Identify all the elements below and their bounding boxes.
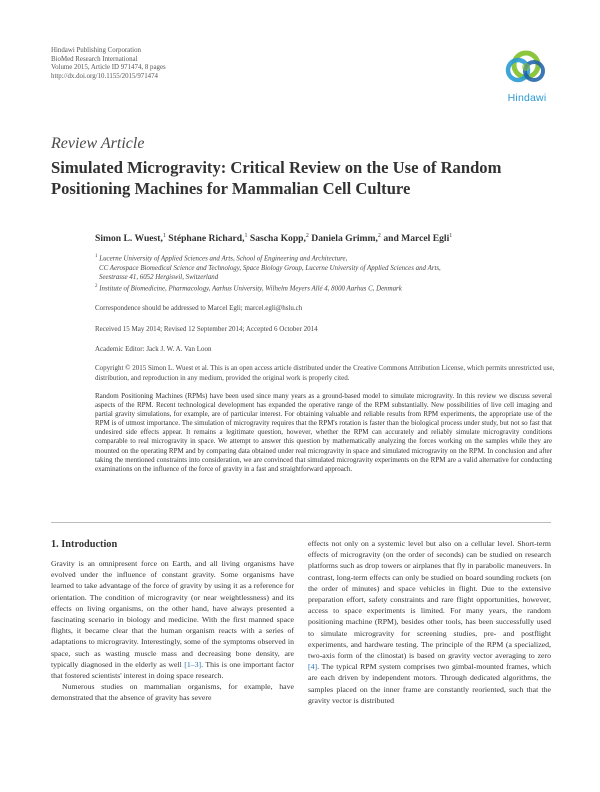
- author-list: [95, 233, 452, 244]
- copyright-notice: Copyright © 2015 Simon L. Wuest et al. This is an open access article distributed under the Creative Commons Attribution License, which permits unrestricted use, distribution, and reproduction in any medium, provided the original work is properly cited.: [95, 364, 555, 382]
- affiliation-line: Institute of Biomedicine, Pharmacology, Aarhus University, Wilhelm Meyers Allé 4, 8000 Aarhus C, Denmark: [99, 285, 402, 293]
- paragraph: [51, 558, 294, 681]
- affiliation-line: Seestrasse 41, 6052 Hergiswil, Switzerland: [99, 274, 219, 282]
- citation-link[interactable]: [4]: [308, 662, 318, 672]
- affiliation-mark: 2: [95, 284, 98, 289]
- volume-info: Volume 2015, Article ID 971474, 8 pages: [51, 64, 166, 72]
- section-heading: 1. Introduction: [51, 539, 118, 550]
- affiliation-2: [95, 282, 565, 294]
- affiliation-line: Lucerne University of Applied Sciences and Arts, School of Engineering and Architecture,: [99, 255, 348, 263]
- affiliation-mark: 1: [95, 254, 98, 259]
- journal-name: BioMed Research International: [51, 55, 138, 63]
- author-name: Sascha Kopp,: [247, 233, 306, 245]
- paragraph: [308, 538, 551, 706]
- citation-link[interactable]: [1–3]: [184, 659, 202, 669]
- publisher-name: Hindawi Publishing Corporation: [51, 47, 141, 54]
- hindawi-logo-text: Hindawi: [507, 92, 547, 104]
- paragraph: Numerous studies on mammalian organisms, for example, have demonstrated that the absence of gravity has severe: [51, 682, 294, 703]
- section-divider: [51, 522, 551, 523]
- paragraph-text: Gravity is an omnipresent force on Earth, and all living organisms have evolved under the influence of constant gravity. Some organisms have learned to take advantage of the force of gravity by using it as a reference for orientation. The condition of microgravity (or near weightlessness) and its effects on living organisms, on the other hand, have always presented a fascinating scenario in biology and medicine. With the first manned space flights, it became clear that the human organism reacts with a series of adaptations to microgravity. Interestingly, some of the symptoms observed in space, such as wasting muscle mass and decreasing bone density, are typically diagnosed in the elderly as well: [51, 559, 294, 669]
- academic-editor: Academic Editor: Jack J. W. A. Van Loon: [95, 345, 212, 353]
- left-column: [51, 558, 294, 704]
- author-name: Daniela Grimm,: [308, 233, 378, 245]
- author-name: and Marcel Egli: [380, 233, 450, 245]
- doi-link[interactable]: http://dx.doi.org/10.1155/2015/971474: [51, 72, 158, 80]
- journal-meta: [51, 47, 166, 81]
- affiliation-line: CC Aerospace Biomedical Science and Technology, Space Biology Group, Lucerne University of Applied Sciences and Arts,: [99, 264, 441, 272]
- author-affil-mark: 2: [305, 233, 309, 239]
- author-affil-mark: 1: [449, 233, 453, 239]
- author-affil-mark: 1: [162, 233, 166, 239]
- correspondence: Correspondence should be addressed to Marcel Egli; marcel.egli@hslu.ch: [95, 304, 303, 312]
- author-affil-mark: 1: [244, 233, 248, 239]
- paragraph-text: . This is one important factor that fostered scientists' interest in doing space research.: [51, 659, 294, 681]
- paragraph-text: . The typical RPM system comprises two gimbal-mounted frames, which are each driven by independent motors. Through dedicated algorithms, the samples placed on the inner frame are constantly reoriented, such that the gravity vector is distributed: [308, 662, 551, 705]
- right-column: [308, 538, 551, 706]
- author-affil-mark: 2: [377, 233, 381, 239]
- author-name: Simon L. Wuest,: [95, 233, 163, 245]
- article-title: Simulated Microgravity: Critical Review on the Use of Random Positioning Machines for Mammalian Cell Culture: [51, 158, 502, 198]
- article-type: Review Article: [51, 135, 145, 152]
- article-dates: Received 15 May 2014; Revised 12 September 2014; Accepted 6 October 2014: [95, 325, 318, 333]
- affiliation-1: [95, 252, 565, 283]
- paragraph-text: effects not only on a systemic level but also on a cellular level. Short-term effects of microgravity (on the order of seconds) can be studied on research platforms such as drop towers or airplanes that fly in parabolic maneuvers. In contrast, long-term effects can only be studied on board sounding rockets (on the order of minutes) and space vehicles in flight. Due to the extensive preparation effort, safety constraints and rare flight opportunities, however, access to space experiments is limited. For many years, the random positioning machine (RPM), besides other tools, has been successfully used to simulate microgravity for screening studies, pre- and postflight experiments, and hardware testing. The principle of the RPM (a specialized, two-axis form of the clinostat) is based on gravity vector averaging to zero: [308, 539, 551, 661]
- author-name: Stéphane Richard,: [165, 233, 245, 245]
- abstract: Random Positioning Machines (RPMs) have been used since many years as a ground-based model to simulate microgravity. In this review we discuss several aspects of the RPM. Recent technological development has expanded the operative range of the RPM substantially. New possibilities of live cell imaging and partial gravity simulations, for example, are of particular interest. For obtaining valuable and reliable results from RPM experiments, the appropriate use of the RPM is of utmost importance. The simulation of microgravity requires that the RPM's rotation is faster than the biological process under study, but not so fast that undesired side effects appear. It remains a legitimate question, however, whether the RPM can accurately and reliably simulate microgravity conditions comparable to real microgravity in space. We attempt to answer this question by mathematically analyzing the forces working on the samples while they are mounted on the operating RPM and by comparing data obtained under real microgravity in space and simulated microgravity on the RPM. In conclusion and after taking the mentioned constraints into consideration, we are convinced that simulated microgravity experiments on the RPM are a valid alternative for conducting examinations on the influence of the force of gravity in a fast and straightforward approach.: [95, 392, 552, 473]
